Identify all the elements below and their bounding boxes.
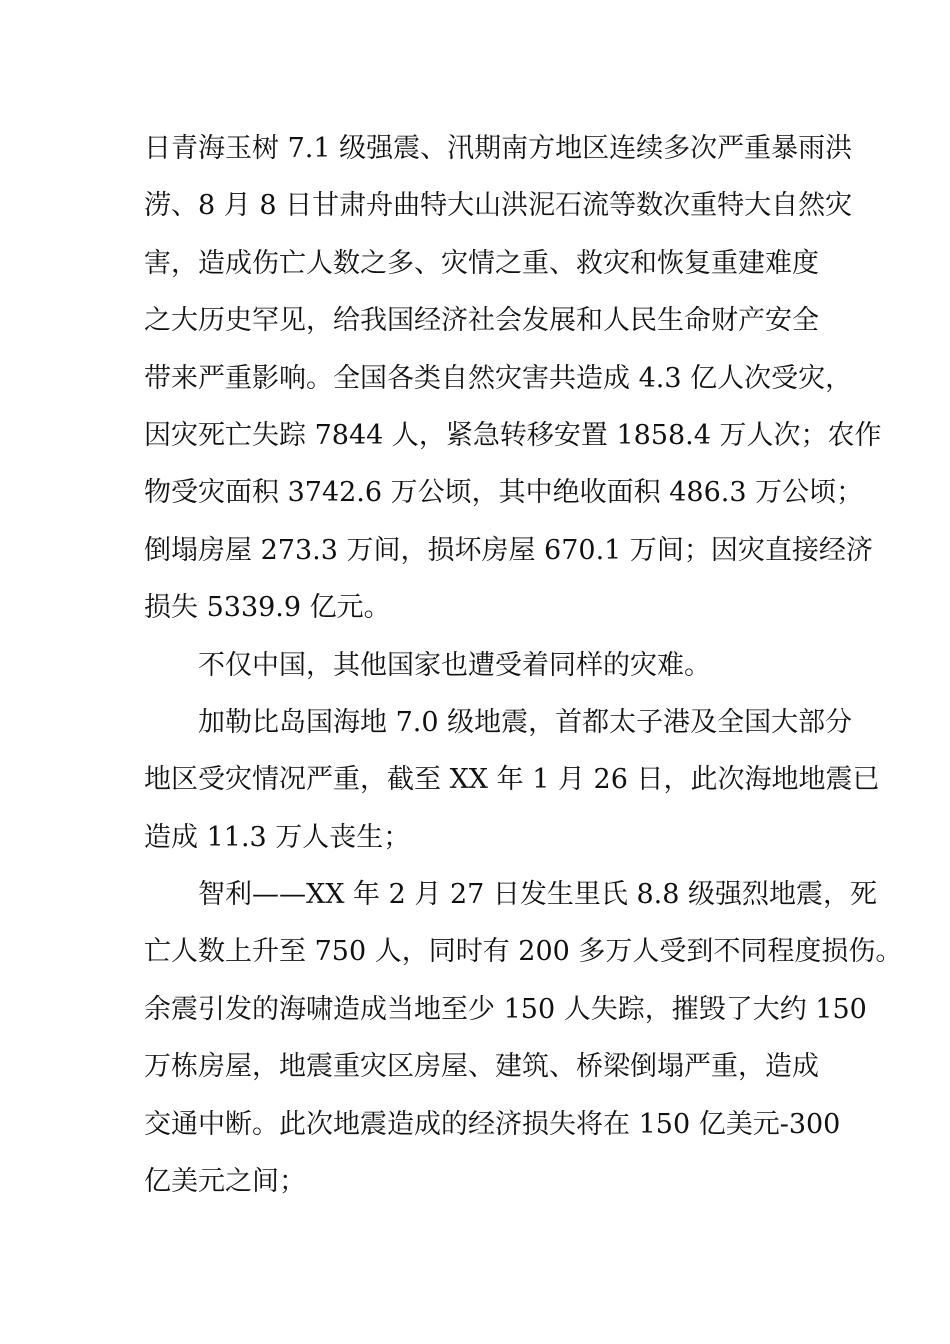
- paragraph-chile-earthquake: [144, 866, 903, 1210]
- paragraph-domestic-disasters: [144, 120, 882, 637]
- paragraph-haiti-earthquake: [144, 694, 880, 866]
- text-line: 涝、8 月 8 日甘肃舟曲特大山洪泥石流等数次重特大自然灾: [144, 190, 853, 222]
- paragraph-other-countries: [144, 637, 824, 694]
- text-line: 之大历史罕见，给我国经济社会发展和人民生命财产安全: [144, 305, 819, 337]
- text-line: 损失 5339.9 亿元。: [144, 592, 391, 624]
- text-line: 交通中断。此次地震造成的经济损失将在 150 亿美元-300: [144, 1108, 841, 1140]
- text-line: 带来严重影响。全国各类自然灾害共造成 4.3 亿人次受灾，: [144, 362, 853, 394]
- text-line: 亿美元之间；: [144, 1166, 306, 1198]
- text-line: 倒塌房屋 273.3 万间，损坏房屋 670.1 万间；因灾直接经济: [144, 534, 873, 566]
- text-line: 万栋房屋，地震重灾区房屋、建筑、桥梁倒塌严重，造成: [144, 1051, 819, 1083]
- text-line: 物受灾面积 3742.6 万公顷，其中绝收面积 486.3 万公顷；: [144, 477, 864, 509]
- text-line: 日青海玉树 7.1 级强震、汛期南方地区连续多次严重暴雨洪: [144, 133, 853, 164]
- text-line: 地区受灾情况严重，截至 XX 年 1 月 26 日，此次海地地震已: [144, 764, 880, 796]
- text-line: 因灾死亡失踪 7844 人，紧急转移安置 1858.4 万人次；农作: [144, 419, 882, 451]
- text-line: 余震引发的海啸造成当地至少 150 人失踪，摧毁了大约 150: [144, 993, 867, 1025]
- text-line: 造成 11.3 万人丧生；: [144, 821, 411, 853]
- text-line: 智利——XX 年 2 月 27 日发生里氏 8.8 级强烈地震，死: [198, 879, 877, 911]
- text-line: 不仅中国，其他国家也遭受着同样的灾难。: [198, 649, 711, 681]
- text-line: 加勒比岛国海地 7.0 级地震，首都太子港及全国大部分: [198, 706, 853, 738]
- text-line: 亡人数上升至 750 人，同时有 200 多万人受到不同程度损伤。: [144, 936, 903, 968]
- text-line: 害，造成伤亡人数之多、灾情之重、救灾和恢复重建难度: [144, 247, 819, 279]
- document-body: [144, 120, 903, 1210]
